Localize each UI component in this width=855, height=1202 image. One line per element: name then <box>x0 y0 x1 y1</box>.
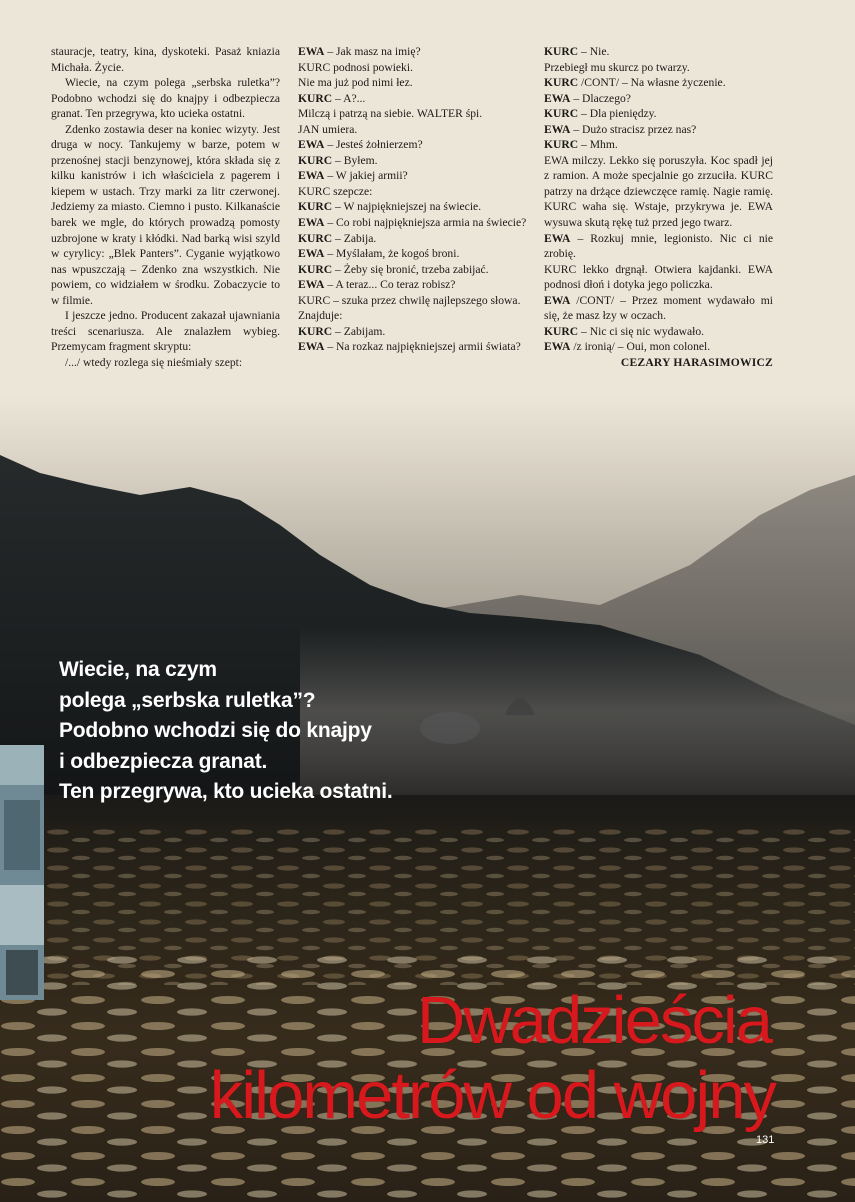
speaker-name: EWA <box>544 293 571 307</box>
script-text: – Mhm. <box>578 138 618 152</box>
page-number: 131 <box>756 1134 775 1146</box>
script-line <box>544 122 773 138</box>
script-text: – Żeby się bronić, trzeba zabijać. <box>332 262 489 276</box>
paragraph: Wiecie, na czym polega „serbska ruletka”? Podobno wchodzi się do knajpy i odbezpiecza granat. Ten przegrywa, kto ucieka ostatni. <box>51 76 280 121</box>
speaker-name: EWA <box>298 216 325 230</box>
speaker-name: EWA <box>298 169 325 183</box>
script-text: KURC podnosi powieki. <box>298 60 413 74</box>
paragraph: stauracje, teatry, kina, dyskoteki. Pasaż kniazia <box>51 45 280 58</box>
script-text: – Nie. <box>578 45 610 58</box>
script-line <box>298 122 528 138</box>
script-text: – Jesteś żołnierzem? <box>324 138 423 152</box>
speaker-name: KURC <box>298 91 333 105</box>
script-text: Milczą i patrzą na siebie. WALTER śpi. <box>298 107 483 121</box>
script-text: – A teraz... Co teraz robisz? <box>324 278 456 292</box>
speaker-name: KURC <box>544 138 579 152</box>
speaker-name: EWA <box>298 278 325 292</box>
script-text: /CONT/ – Przez moment wydawało mi się, że masz łzy w oczach. <box>544 293 773 323</box>
quote-line: i odbezpiecza granat. <box>59 749 268 773</box>
script-line <box>298 168 528 184</box>
script-text: – A?... <box>332 91 366 105</box>
speaker-name: EWA <box>298 340 325 354</box>
quote-line: Ten przegrywa, kto ucieka ostatni. <box>59 780 393 803</box>
script-line <box>298 324 528 340</box>
script-line <box>298 199 528 215</box>
script-text: – Na rozkaz najpiękniejszej armii świata? <box>324 340 521 354</box>
speaker-name: KURC <box>298 262 333 276</box>
paragraph: I jeszcze jedno. Producent zakazał ujawniania treści scenariusza. Ale znalazłem wybieg. Przemycam fragment skryptu: <box>51 309 280 354</box>
speaker-name: EWA <box>298 247 325 261</box>
script-line <box>544 153 773 231</box>
script-text: Przebiegł mu skurcz po twarzy. <box>544 60 690 74</box>
script-line <box>298 262 528 278</box>
script-line <box>298 75 528 91</box>
script-line <box>298 91 528 107</box>
paragraph: Michała. Życie. <box>51 60 125 74</box>
speaker-name: EWA <box>544 122 571 136</box>
speaker-name: KURC <box>544 324 579 338</box>
quote-line: polega „serbska ruletka”? <box>59 688 316 712</box>
article-title-line-2: kilometrów od wojny <box>209 1058 775 1133</box>
adjacent-page-strip <box>0 745 44 1000</box>
script-text: Znajduje: <box>298 309 343 323</box>
script-line <box>544 106 773 122</box>
author-signature: CEZARY HARASIMOWICZ <box>620 355 773 369</box>
script-line <box>298 215 528 231</box>
quote-line: Wiecie, na czym <box>59 658 217 681</box>
script-text: – Dużo stracisz przez nas? <box>570 122 697 136</box>
speaker-name: KURC <box>298 200 333 214</box>
speaker-name: KURC <box>298 231 333 245</box>
script-line <box>544 231 773 262</box>
script-line <box>544 339 773 355</box>
script-column-middle <box>298 44 528 355</box>
script-line <box>298 153 528 169</box>
script-line <box>298 246 528 262</box>
script-text: – Nic ci się nic wydawało. <box>578 324 705 338</box>
script-column-right <box>544 44 773 370</box>
speaker-name: KURC <box>298 324 333 338</box>
speaker-name: KURC <box>544 107 579 121</box>
article-title-line-1: Dwadzieścia <box>416 983 771 1058</box>
script-line <box>298 184 528 200</box>
script-text: – Rozkuj mnie, legionisto. Nic ci nie zrobię. <box>544 231 773 261</box>
script-line <box>544 137 773 153</box>
speaker-name: KURC <box>544 76 579 90</box>
script-line <box>544 262 773 293</box>
script-text: JAN umiera. <box>298 122 358 136</box>
script-line <box>298 339 528 355</box>
script-text: /CONT/ – Na własne życzenie. <box>578 76 726 90</box>
script-text: – Dlaczego? <box>570 91 631 105</box>
script-line <box>544 324 773 340</box>
script-text: KURC lekko drgnął. Otwiera kajdanki. EWA podnosi dłoń i dotyka jego policzka. <box>544 262 773 292</box>
script-line <box>298 308 528 324</box>
script-line <box>544 91 773 107</box>
script-text: – Zabija. <box>332 231 377 245</box>
script-text: – Myślałam, że kogoś broni. <box>324 247 460 261</box>
script-line <box>298 60 528 76</box>
script-text: – Dla pieniędzy. <box>578 107 657 121</box>
script-line <box>544 293 773 324</box>
script-line <box>298 137 528 153</box>
speaker-name: EWA <box>298 45 325 58</box>
speaker-name: KURC <box>544 45 579 58</box>
script-line <box>544 44 773 60</box>
script-text: – Co robi najpiękniejsza armia na świecie? <box>324 216 527 230</box>
speaker-name: EWA <box>298 138 325 152</box>
script-line <box>298 231 528 247</box>
script-text: /z ironią/ – Oui, mon colonel. <box>570 340 711 354</box>
script-text: – Zabijam. <box>332 324 386 338</box>
paragraph: /.../ wtedy rozlega się nieśmiały szept: <box>65 355 243 369</box>
script-text: – W jakiej armii? <box>324 169 408 183</box>
script-text: KURC – szuka przez chwilę najlepszego słowa. <box>298 293 521 307</box>
paragraph: Zdenko zostawia deser na koniec wizyty. Jest druga w nocy. Tankujemy w barze, potem w przenośnej stacji benzynowej, która składa się z kilku kanistrów i ich właściciela z pagerem i kiepem w ustach. Trzy marki za litr czerwonej. Jedziemy za miasto. Ciemno i pusto. Kilkanaście barek we mgle, do których prowadzą pomosty uzbrojone w kraty i kłódki. Nad barką wisi szyld w cyrylicy: „Blek Panters”. Cyganie wyjątkowo nas wpuszczają – Zdenko zna wszystkich. Nie powiem, co widziałem w środku. Zobaczycie to w filmie. <box>51 122 280 307</box>
script-text: – W najpiękniejszej na świecie. <box>332 200 482 214</box>
article-column-left <box>51 44 280 370</box>
speaker-name: EWA <box>544 231 571 245</box>
script-text: – Jak masz na imię? <box>324 45 421 58</box>
speaker-name: EWA <box>544 91 571 105</box>
script-text: KURC szepcze: <box>298 184 373 198</box>
script-text: Nie ma już pod nimi łez. <box>298 76 413 90</box>
script-line <box>298 293 528 309</box>
quote-line: Podobno wchodzi się do knajpy <box>59 719 372 742</box>
script-text: – Byłem. <box>332 153 378 167</box>
pull-quote <box>59 655 479 808</box>
speaker-name: EWA <box>544 340 571 354</box>
script-line <box>298 277 528 293</box>
speaker-name: KURC <box>298 153 333 167</box>
script-line <box>298 106 528 122</box>
script-text: EWA milczy. Lekko się poruszyła. Koc spadł jej z ramion. A może specjalnie go zrzuciła. KURC patrzy na drżące dziewczęce ramię. Nagie ramię. KURC waha się. Wstaje, przykrywa je. EWA wysuwa skutą rękę tuż przed jego twarz. <box>544 153 773 230</box>
script-line <box>544 60 773 76</box>
script-line <box>544 75 773 91</box>
script-line <box>298 44 528 60</box>
